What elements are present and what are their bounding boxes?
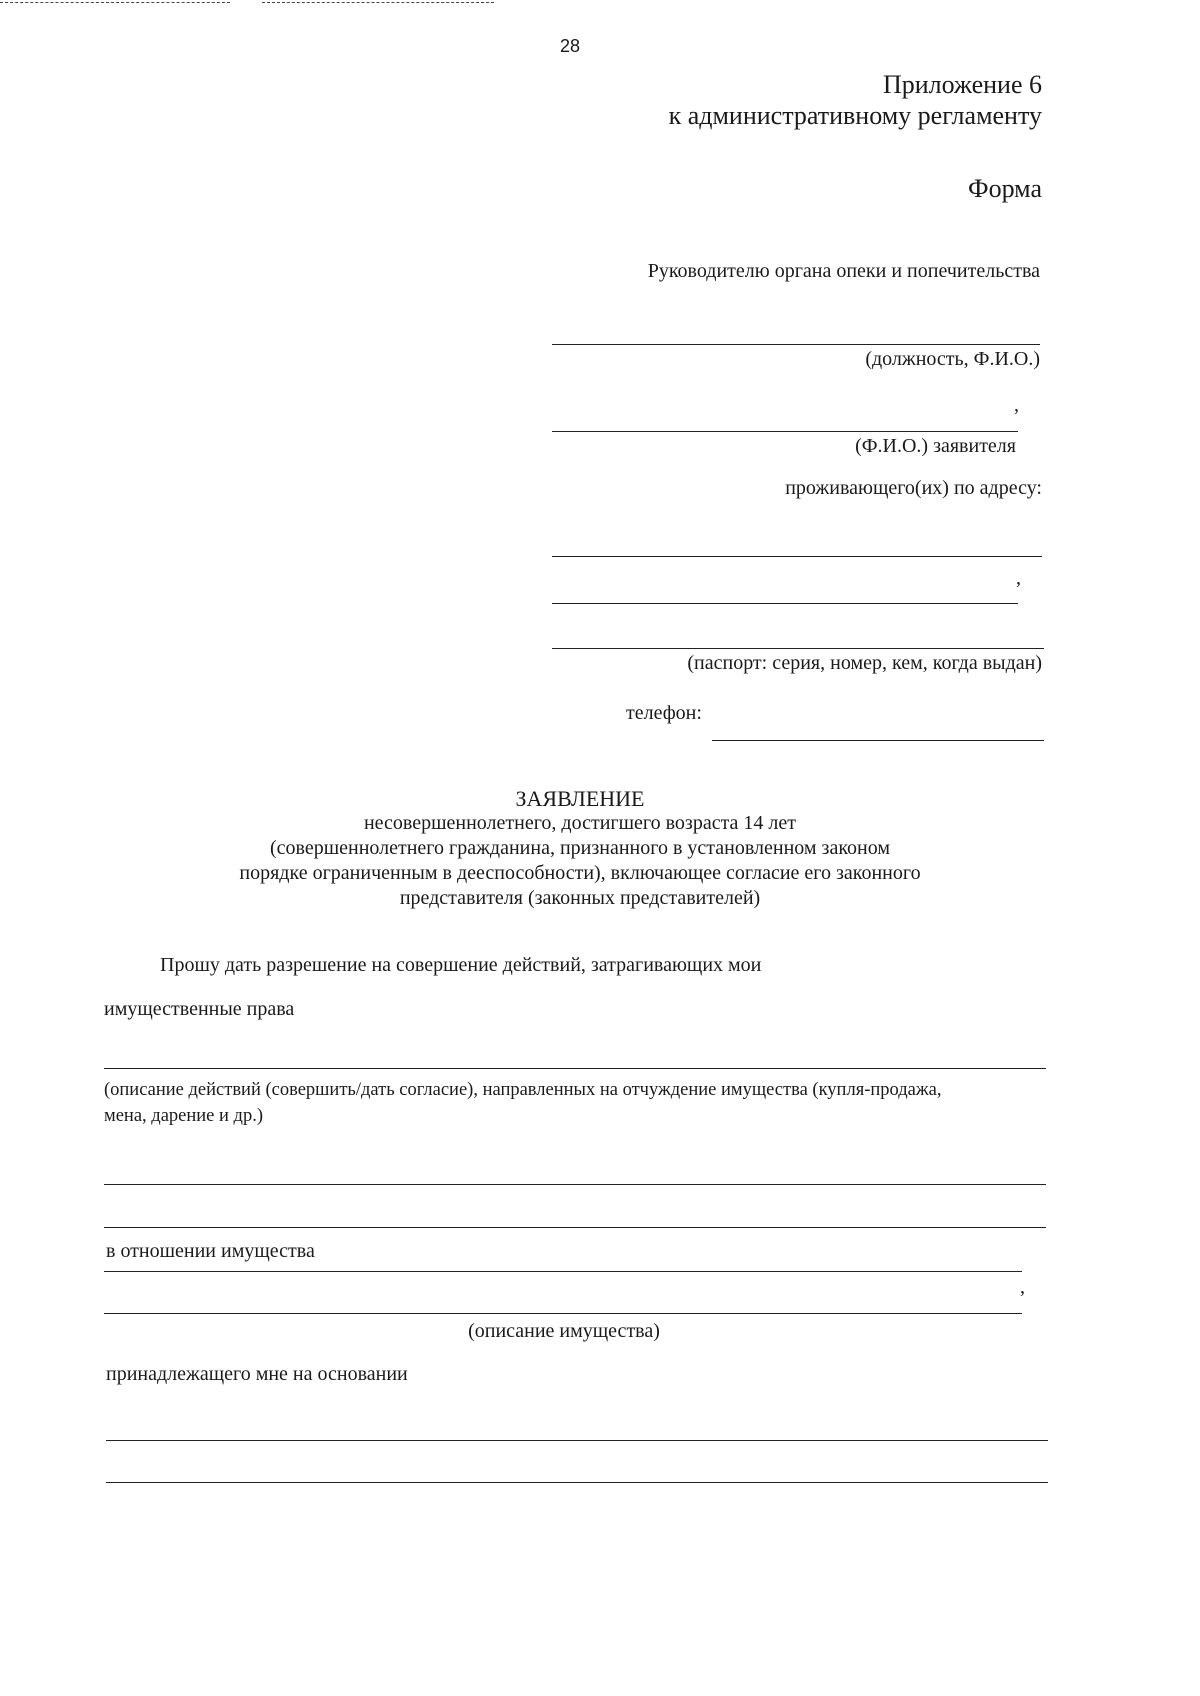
actions-caption: (описание действий (совершить/дать согласие), направленных на отчуждение имущества (купля-продажа, (104, 1080, 942, 1100)
passport-line (552, 648, 1044, 649)
basis-label: принадлежащего мне на основании (106, 1363, 408, 1385)
document-heading: ЗАЯВЛЕНИЕ (515, 786, 645, 811)
property-line-2 (104, 1313, 1022, 1314)
page-number: 28 (559, 36, 581, 56)
property-line-1 (104, 1271, 1022, 1272)
position-caption: (должность, Ф.И.О.) (865, 348, 1040, 370)
applicant-caption: (Ф.И.О.) заявителя (855, 435, 1016, 457)
heading-line-2: (совершеннолетнего гражданина, признанного в установленном законом (269, 837, 891, 859)
position-name-line (552, 344, 1040, 345)
phone-label: телефон: (626, 702, 702, 724)
scan-artifact-line (0, 2, 230, 3)
scan-artifact-line (262, 2, 494, 3)
heading-line-4: представителя (законных представителей) (399, 887, 761, 909)
comma-mark: , (1016, 567, 1021, 589)
basis-line-1 (106, 1440, 1048, 1441)
heading-line-1: несовершеннолетнего, достигшего возраста 14 лет (363, 812, 797, 834)
heading-line-3: порядке ограниченным в дееспособности), включающее согласие его законного (239, 862, 921, 884)
address-line-2 (552, 603, 1018, 604)
addressee-title: Руководителю органа опеки и попечительства (647, 260, 1040, 282)
property-caption: (описание имущества) (468, 1320, 660, 1342)
address-line-1 (552, 556, 1042, 557)
request-text-continued: имущественные права (104, 998, 295, 1020)
comma-mark: , (1014, 394, 1019, 416)
blank-line (104, 1184, 1046, 1185)
passport-caption: (паспорт: серия, номер, кем, когда выдан) (687, 652, 1042, 674)
comma-mark: , (1020, 1276, 1025, 1298)
form-label: Форма (968, 174, 1042, 203)
residing-label: проживающего(их) по адресу: (785, 477, 1042, 499)
applicant-name-line (552, 431, 1018, 432)
appendix-label: Приложение 6 (882, 70, 1042, 99)
property-label: в отношении имущества (106, 1240, 315, 1262)
blank-line (104, 1227, 1046, 1228)
request-text: Прошу дать разрешение на совершение действий, затрагивающих мои (160, 954, 762, 976)
regulation-label: к административному регламенту (668, 101, 1042, 130)
actions-description-line (104, 1068, 1046, 1069)
phone-line (712, 740, 1044, 741)
actions-caption-continued: мена, дарение и др.) (104, 1106, 263, 1126)
basis-line-2 (106, 1482, 1048, 1483)
